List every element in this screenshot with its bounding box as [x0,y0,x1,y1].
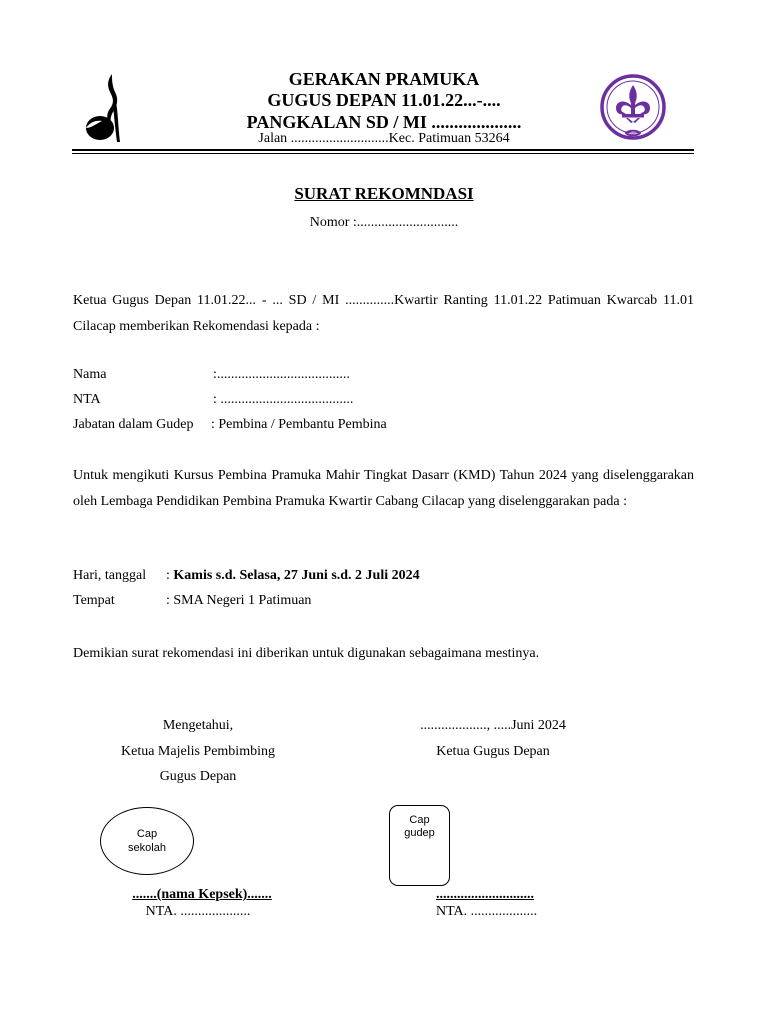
nama-label: Nama [73,367,107,382]
right-signer-nta: NTA. ................... [436,904,538,919]
right-signer-title: Ketua Gugus Depan [436,744,550,759]
gudep-number: GUGUS DEPAN 11.01.22...-.... [267,90,501,110]
hari-tanggal-field [166,568,420,584]
stamp-label: Cap [136,828,158,840]
left-signer-title: Ketua Majelis Pembimbing [121,744,275,759]
jabatan-label: Jabatan dalam Gudep [73,417,194,432]
tunas-kelapa-icon [82,72,126,146]
stamp-label: Cap [409,814,430,826]
school-stamp-placeholder [100,807,194,875]
left-signer-title-2: Gugus Depan [159,769,237,784]
document-number: Nomor :............................. [309,215,459,230]
fleur-de-lis-emblem-icon [598,73,668,145]
nta-label: NTA [73,392,101,407]
hari-tanggal-label: Hari, tanggal [73,568,147,583]
letterhead-divider-thin [72,153,694,154]
hari-tanggal-colon: : [166,568,174,583]
org-name: GERAKAN PRAMUKA [288,69,480,89]
mengetahui-label: Mengetahui, [162,718,234,733]
closing-paragraph: Demikian surat rekomendasi ini diberikan untuk digunakan sebagaimana mestinya. [73,646,540,661]
address-line: Jalan ............................Kec. Patimuan 53264 [258,131,510,146]
pangkalan-line: PANGKALAN SD / MI .................... [246,112,522,132]
jabatan-value: : Pembina / Pembantu Pembina [211,417,387,432]
stamp-label: gudep [404,827,435,839]
signing-date: ..................., .....Juni 2024 [420,718,566,733]
purpose-paragraph: Untuk mengikuti Kursus Pembina Pramuka Mahir Tingkat Dasarr (KMD) Tahun 2024 yang diselenggarakan oleh Lembaga Pendidikan Pembina Pramuka Kwartir Cabang Cilacap yang diselenggarakan pada : [73,468,694,509]
left-signer-nta: NTA. .................... [145,904,251,919]
left-signer-name: .......(nama Kepsek)....... [132,887,272,902]
nta-value: : ...................................... [213,392,354,407]
tempat-label: Tempat [73,593,115,608]
hari-tanggal-value: Kamis s.d. Selasa, 27 Juni s.d. 2 Juli 2024 [173,568,420,583]
stamp-label: sekolah [128,842,166,854]
gudep-stamp-placeholder [389,805,450,886]
nama-value: :...................................... [213,367,350,382]
right-signer-name: ............................ [436,887,534,902]
letterhead-divider [72,149,694,151]
tempat-value: : SMA Negeri 1 Patimuan [166,593,312,608]
document-title: SURAT REKOMNDASI [294,184,474,203]
intro-paragraph: Ketua Gugus Depan 11.01.22... - ... SD / MI ..............Kwartir Ranting 11.01.22 Patimuan Kwarcab 11.01 Cilacap memberikan Rekomendasi kepada : [73,293,694,334]
